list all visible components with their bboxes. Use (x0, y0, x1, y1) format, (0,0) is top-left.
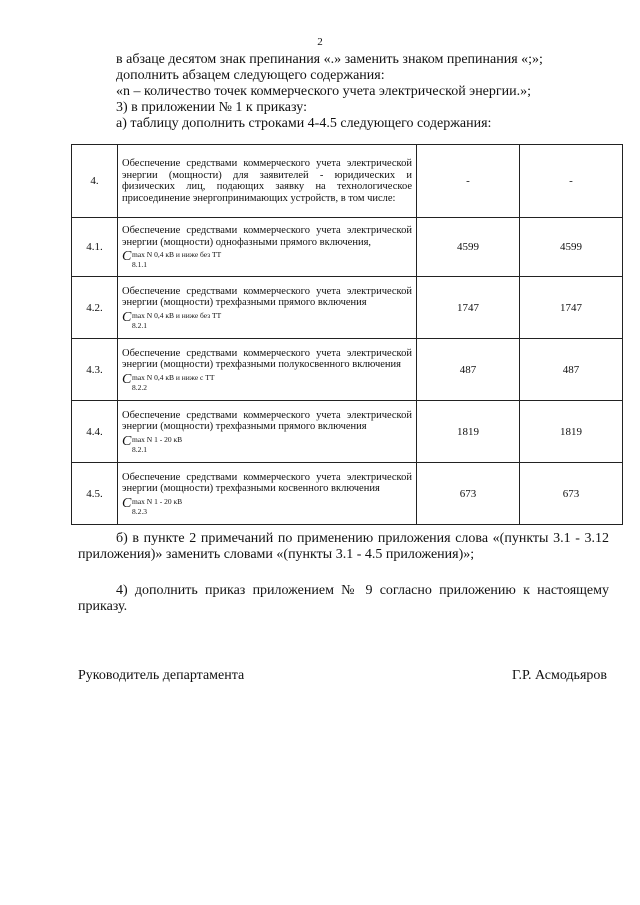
intro-line-3: «n – количество точек коммерческого учета электрической энергии.»; (116, 84, 532, 99)
row-description-cell (118, 463, 417, 525)
tariff-table (71, 144, 623, 525)
intro-line-5: а) таблицу дополнить строками 4-4.5 следующего содержания: (116, 116, 492, 131)
tariff-formula (122, 310, 412, 330)
value-cell-1: 487 (417, 339, 520, 401)
table-row (72, 401, 623, 463)
row-description: Обеспечение средствами коммерческого учета электрической энергии (мощности) однофазными прямого включения, (122, 225, 412, 248)
value-cell-1: 673 (417, 463, 520, 525)
value-cell-2: 673 (520, 463, 623, 525)
value-cell-2: 1747 (520, 277, 623, 339)
table-row (72, 277, 623, 339)
value-cell-1: - (417, 145, 520, 218)
value-cell-1: 4599 (417, 218, 520, 277)
row-description: Обеспечение средствами коммерческого учета электрической энергии (мощности) трехфазными косвенного включения (122, 471, 412, 494)
value-cell-1: 1819 (417, 401, 520, 463)
row-number: 4.3. (72, 339, 118, 401)
row-number: 4.4. (72, 401, 118, 463)
table-row (72, 463, 623, 525)
row-description-cell (118, 218, 417, 277)
formula-superscript: max N 0,4 кВ и ниже без ТТ (132, 310, 222, 320)
row-description: Обеспечение средствами коммерческого учета электрической энергии (мощности) трехфазными полукосвенного включения (122, 347, 412, 370)
formula-superscript: max N 1 - 20 кВ (132, 434, 183, 444)
value-cell-2: - (520, 145, 623, 218)
formula-subscript: 8.2.1 (132, 444, 147, 454)
tariff-formula (122, 434, 412, 454)
formula-superscript: max N 1 - 20 кВ (132, 496, 183, 506)
formula-symbol: C (122, 309, 132, 325)
tariff-formula (122, 249, 412, 269)
formula-subscript: 8.2.3 (132, 506, 147, 516)
formula-subscript: 8.2.2 (132, 382, 147, 392)
row-description: Обеспечение средствами коммерческого учета электрической энергии (мощности) для заявителей - юридических и физических лиц, подающих заявку на технологическое присоединение энергопринимающих устройств, в том числе: (122, 158, 412, 204)
row-description-cell (118, 401, 417, 463)
row-description-cell (118, 277, 417, 339)
row-number: 4.5. (72, 463, 118, 525)
formula-symbol: C (122, 249, 132, 264)
table-row (72, 145, 623, 218)
intro-line-4: 3) в приложении № 1 к приказу: (116, 100, 307, 115)
formula-symbol: C (122, 371, 132, 387)
row-number: 4.2. (72, 277, 118, 339)
value-cell-2: 4599 (520, 218, 623, 277)
formula-subscript: 8.1.1 (132, 260, 147, 269)
intro-line-2: дополнить абзацем следующего содержания: (116, 68, 385, 83)
signature-title: Руководитель департамента (78, 668, 245, 683)
page-number: 2 (317, 36, 323, 48)
row-description-cell (118, 145, 417, 218)
row-description-cell (118, 339, 417, 401)
tariff-formula (122, 372, 412, 392)
row-description: Обеспечение средствами коммерческого учета электрической энергии (мощности) трехфазными прямого включения (122, 409, 412, 432)
paragraph-4: 4) дополнить приказ приложением № 9 согласно приложению к настоящему приказу. (78, 583, 609, 614)
value-cell-2: 1819 (520, 401, 623, 463)
table-row (72, 218, 623, 277)
table-row (72, 339, 623, 401)
tariff-formula (122, 496, 412, 516)
value-cell-1: 1747 (417, 277, 520, 339)
row-number: 4. (72, 145, 118, 218)
formula-subscript: 8.2.1 (132, 320, 147, 330)
row-description: Обеспечение средствами коммерческого учета электрической энергии (мощности) трехфазными прямого включения (122, 285, 412, 308)
intro-line-1: в абзаце десятом знак препинания «.» заменить знаком препинания «;»; (116, 52, 543, 67)
formula-superscript: max N 0,4 кВ и ниже с ТТ (132, 372, 215, 382)
row-number: 4.1. (72, 218, 118, 277)
formula-superscript: max N 0,4 кВ и ниже без ТТ (132, 250, 222, 259)
signature-name: Г.Р. Асмодьяров (511, 668, 607, 683)
value-cell-2: 487 (520, 339, 623, 401)
paragraph-b: б) в пункте 2 примечаний по применению приложения слова «(пункты 3.1 - 3.12 приложения)» заменить словами «(пункты 3.1 - 4.5 приложения)»; (78, 531, 609, 562)
formula-symbol: C (122, 433, 132, 449)
formula-symbol: C (122, 495, 132, 511)
